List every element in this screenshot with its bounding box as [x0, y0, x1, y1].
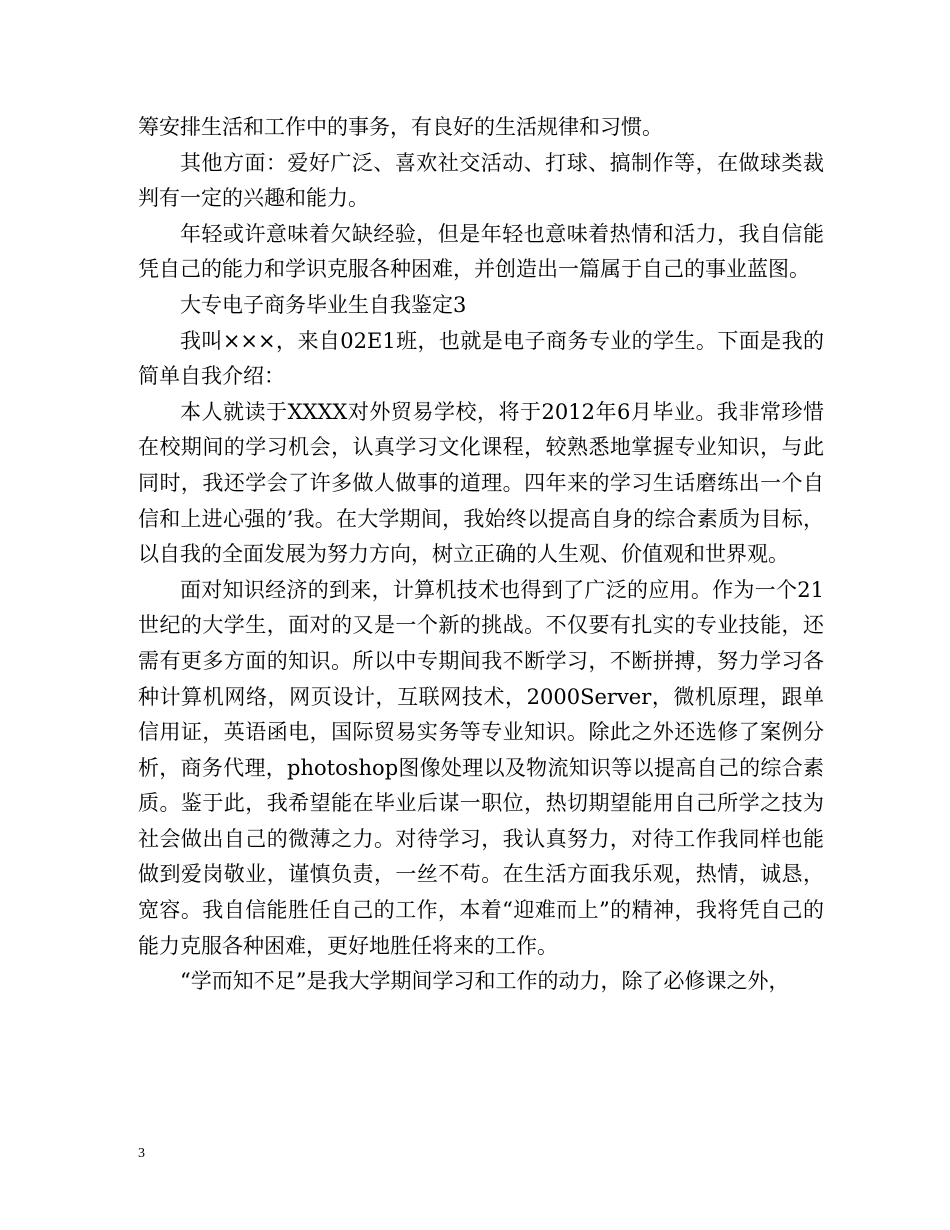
- section-heading: 大专电子商务毕业生自我鉴定3: [180, 292, 467, 317]
- document-body: [138, 110, 824, 1000]
- paragraph-introduction: 我叫×××，来自02E1班，也就是电子商务专业的学生。下面是我的简单自我介绍：: [138, 328, 824, 389]
- paragraph-school: 本人就读于XXXX对外贸易学校，将于2012年6月毕业。我非常珍惜在校期间的学习机会，认真学习文化课程，较熟悉地掌握专业知识，与此同时，我还学会了许多做人做事的道理。四年来的学习生话磨练出一个自信和上进心强的’我。在大学期间，我始终以提高自身的综合素质为目标，以自我的全面发展为努力方向，树立正确的人生观、价值观和世界观。: [138, 399, 824, 567]
- paragraph-learning-motivation: “学而知不足”是我大学期间学习和工作的动力，除了必修课之外，: [180, 969, 790, 994]
- page-number: 3: [138, 1146, 145, 1161]
- paragraph-continuation: 筹安排生活和工作中的事务，有良好的生活规律和习惯。: [138, 115, 663, 139]
- paragraph-knowledge-economy: 面对知识经济的到来，计算机技术也得到了广泛的应用。作为一个21世纪的大学生，面对的又是一个新的挑战。不仅要有扎实的专业技能，还需有更多方面的知识。所以中专期间我不断学习，不断拼搏，努力学习各种计算机网络，网页设计，互联网技术，2000Server，微机原理，跟单信用证，英语函电，国际贸易实务等专业知识。除此之外还选修了案例分析，商务代理，photoshop图像处理以及物流知识等以提高自己的综合素质。鉴于此，我希望能在毕业后谋一职位，热切期望能用自己所学之技为社会做出自己的微薄之力。对待学习，我认真努力，对待工作我同样也能做到爱岗敬业，谨慎负责，一丝不苟。在生活方面我乐观，热情，诚恳，宽容。我自信能胜任自己的工作，本着“迎难而上”的精神，我将凭自己的能力克服各种困难，更好地胜任将来的工作。: [138, 577, 824, 958]
- paragraph-youth: 年轻或许意味着欠缺经验，但是年轻也意味着热情和活力，我自信能凭自己的能力和学识克服各种困难，并创造出一篇属于自己的事业蓝图。: [138, 221, 824, 282]
- paragraph-other-aspects: 其他方面：爱好广泛、喜欢社交活动、打球、搞制作等，在做球类裁判有一定的兴趣和能力。: [138, 150, 824, 211]
